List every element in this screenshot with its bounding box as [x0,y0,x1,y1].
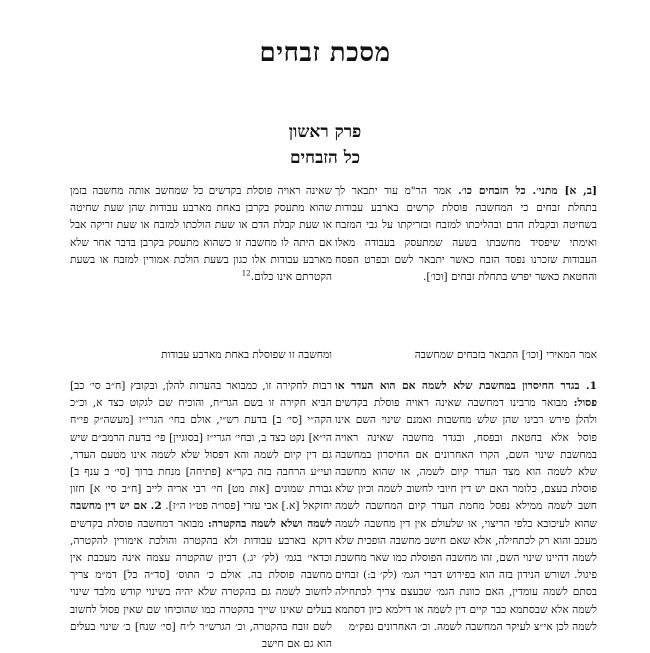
divider-right-text: אמר המאירי [וכו׳] התבאר בזבחים שמחשבה [414,349,597,361]
meiri-paragraph [70,183,332,286]
mishna-commentary-text: אמר הר"מ עוד יתבאר לך בתחלת זבחים כי המחשבה פוסלת קרשים בארבע עבודות בשחיטה ובקבלת הדם ובהליכתו למזבח ובזריקתו על גבי המזבח ואימתי שיפסיד מחשבתו בשעה שמתעסק בעבודה מאלו העבודות שזכרנו נפסד הזבח כאשר יתבאר לשם ובפרט הפסח והחטאת כאשר יפרש בתחלת זבחים [וכו׳]. [335,185,597,284]
footnote-marker-2: 2 [246,269,251,278]
notes-left-column [70,378,332,653]
mishna-paragraph [335,183,597,286]
note-1-continued [70,378,332,653]
mishna-commentary-column [335,183,597,286]
note-2-text: מבואר דמחשבה פוסלת בקדשים דוקא בארבע עבודות ולא בהקטרה והולכת אימורין להקטרה, וכדאי׳ בגמ׳ (לק׳ יג.) דכיון שהקטרה עצמה אינה מעכבת אין מחשבה פוסלת בה. אולם כ׳ התוס׳ [סד״ה כל] דמ״מ צריך לחשוב לשמה גם בהקטרה שלא יהיה בשינוי קודש מלבד שינוי בעלים שאינו שייך בהקטרה כמו שהוכיחו שם שאין פסול לחשוב לשם זובח בהקטרה, וכ׳ הגרש״ר ל״ח [סי׳ שנח] כ׳ שינוי בעלים הוא גם אם חישב [70,517,332,651]
note-1-continued-text: רבות לחקירה זו, כמבואר בהערות להלן, ובקובץ [ח״ב סי׳ כב] הביא חקירה זו בשם הגר״ח, והוכיח שם לגקוט כצד א, וכ״כ הקה״י [סי׳ ב] בדעת רש״י, אולם בחי׳ הגרי״ז [מעשה״ק פי״ח הי״א] נקט כצד ב, ובחי׳ הגרי״ז [בסוגיין] פי׳ בדעת הרמב״ם שיש גם דין קיום לשמה והא דפסול שלא לשמה אינו מטעם העדר, ועי״ע הרחבה בזה בקר״א [פתיחה] מנחת ברוך [סי׳ ב ענף ב] גבורת שמונים [אות מט] חי׳ רבי אריה לייב [ח״ב סי׳ א] חזון יחזקאל [א.] אבי עזרי [פסו״ה פט״ו ה״ז]. [70,380,332,513]
note-1-text: מבואר מרבינו דמחשבה שאינה ראויה פוסלת בקדשים ולהלן פירש רבינו שהן שלש מחשבות ואמנם שינוי השם אינו פוסל אלא בחטאת ובפסח, ובגדר מחשבה שאינה ראויה במחשבת שינוי השם, הקרו האחרונים אם החיסרון במחשבה שלא לשמה הוא מצד העדר קיום לשמה, או שהוא מחשבה פוסלת בעצם, כלומר האם יש דין חיובי לחשוב לשמה וכיון שלא חשב לשמה ממילא נפסל מחמת העדר קיום המחשבה לשמה שהוא לעיכובא כלפי הריצוי, או שלעולם אין דין מחשבה לשמה מעכב והוא רק לכתחילה, אלא שאם חישב מחשבה הופכית שלא לשמה דהיינו שינוי השם, זהו מחשבה הפוסלת כמו שאר מחשבת פיגול. ושורש הנידון בזה הוא בפירוש דברי הגמ׳ (לק׳ ב:) זבחים בסתם לשמה עומדין, האם כוונת הגמ׳ שבעצם צריך לכתחילה לשמה אלא שבסתמא כבר קיים דין לשמה או דילמא כיון דסתמא לשמה לכן אי״צ לעיקר המחשבה לשמה. וכ׳ האחרונים נפק״מ [335,397,597,633]
chapter-name: כל הזבחים [289,148,361,168]
note-2-heading: 2. אם יש דין מחשבה לשמה ושלא לשמה בהקטרה: [70,500,332,530]
meiri-column [70,183,332,286]
notes-right-column [335,378,597,636]
divider-left-text: ומחשבה זו שפוסלת באחת מארבע עבודות [161,349,332,361]
chapter-number: פרק ראשון [288,122,362,142]
meiri-text: שאינה ראויה פוסלת בקדשים כל שמחשב אותה מחשבה בזמן שהוא מתעסק בקרבן באחת מארבע עבודות שהן שעת שחיטה או שעת קבלת הדם או שעת הולכתו למזבח או שעת זריקה אבל אם היתה לו מחשבה זו כשהוא מתעסק בקרבן בדבר אחר שלא מארבע עבודות אלו כגון בשעת הולכת אמורין למזבח או בשעת הקטרתם אינו כלום. [70,185,332,284]
note-1 [335,378,597,636]
section-divider-line [70,347,597,364]
tractate-title: מסכת זבחים [259,38,391,68]
note-1-heading: 1. בגדר החיסרון במחשבת שלא לשמה אם הוא העדר או פסול: [335,380,597,410]
footnote-marker-1: 1 [241,269,247,278]
mishna-intro: [ב, א] מתני׳. כל הזבחים כו׳. [457,185,597,197]
